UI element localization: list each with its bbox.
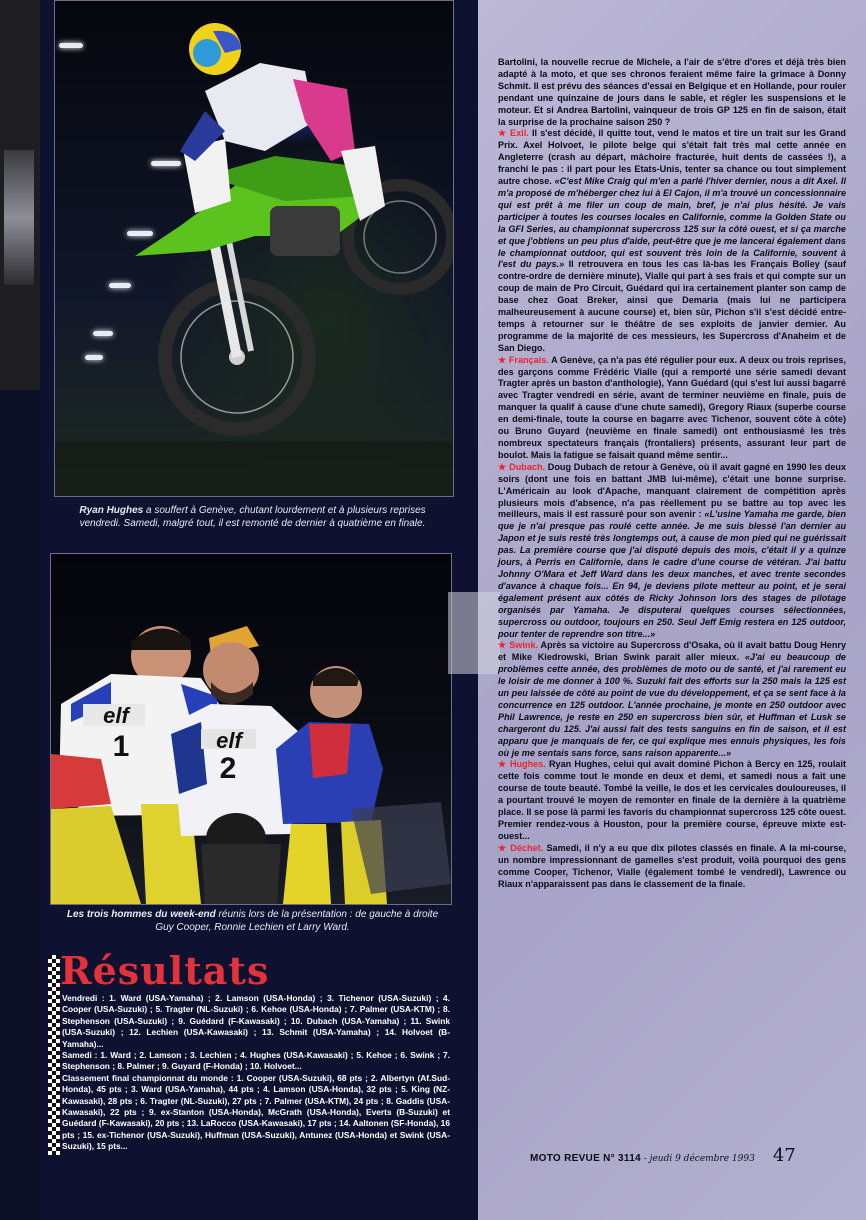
section-keyword: ★ Swink. [498, 640, 539, 651]
caption-subject: Les trois hommes du week-end [66, 909, 216, 920]
paragraph-text: Il s'est décidé, il quitte tout, vend le matos et tire un trait sur les Grand Prix. Axel Holvoet, le pilote belge qui s'était fait très mal cette année en Angleterre (crash au départ, mâchoire fracturée, huit dents de cassées !), a franchi le pas : il part pour les Etats-Unis, tenter sa chance ou tout simplement autre chose. [498, 128, 846, 187]
article-paragraph-hughes [498, 759, 846, 842]
elf-sponsor-logo: elf [103, 703, 129, 728]
paragraph-text: Après sa victoire au Supercross d'Osaka, où il avait battu Doug Henry et Mike Kiedrowski, Brian Swink parait aller mieux. [498, 640, 847, 663]
article-paragraph-swink [498, 640, 846, 759]
photo-three-riders [50, 553, 452, 905]
results-label: Classement final championnat du monde [62, 1072, 228, 1083]
section-keyword: ★ Dubach. [498, 461, 546, 472]
checkered-flag-strip [48, 955, 60, 1155]
magazine-name: MOTO REVUE N° 3114 [530, 1153, 641, 1164]
article-paragraph-dubach [498, 462, 846, 641]
section-keyword: ★ Français. [498, 354, 549, 365]
section-keyword: ★ Déchet. [498, 842, 544, 853]
binding-edge [0, 390, 40, 1220]
page-footer [530, 1146, 820, 1166]
caption-subject: Ryan Hughes [79, 505, 144, 516]
paragraph-text: Ryan Hughes, celui qui avait dominé Pichon à Bercy en 125, roulait cette fois comme tout le monde en deux et demi, et samedi nous a fait une course de toute beauté. Tombé la veille, le dos et les cervicales douloureuses, il a pourtant trouvé le moyen de remonter en finale de la dernière à la quatrième place. Il se pose là parmi les favoris du championnat supercross 125 côte ouest. Premier rendez-vous à Houston, pour la première course, épreuve mixte est-ouest... [498, 759, 846, 841]
article-paragraph-francais [498, 355, 846, 462]
paragraph-text: A Genève, ça n'a pas été régulier pour eux. A deux ou trois reprises, des garçons comme Frédéric Vialle (qui a remporté une série samedi devant Tragter après un baston d'anthologie), Yann Guédard (qui s'est lui aussi bagarré avec Tragter vendredi en série, avant de terminer neuvième en finale, puis de manquer la qualif à cause d'une chute samedi), Gregory Riaux (superbe course en demi-finale, toute la course en bagarre avec Tichenor, souvent côte à côte) ou Bruno Guyard (neuvième en finale samedi) ont enthousiasmé les très nombreux spectateurs français (frontaliers) présents, assurant leur part de boulot. Mais la fatigue se faisait quand même sentir... [498, 354, 846, 460]
results-classement [62, 1073, 450, 1153]
elf-sponsor-logo: elf [216, 728, 242, 753]
page-number: 47 [772, 1145, 796, 1166]
watermark-overlay [448, 592, 500, 674]
article-paragraph: Bartolini, la nouvelle recrue de Michele, a l'air de s'être d'ores et déjà très bien adapté à la moto, et que ses chronos feraient même faire la grimace à Donny Schmit. Il est prévu des séances d'essai en Belgique et en Hollande, pour rouler pendant une quinzaine de jours dans le sable, et régler les suspensions et le moteur. Et si Andrea Bartolini, vainqueur de trois GP 125 en fin de saison, était la surprise de la prochaine saison 250 ? [498, 57, 846, 127]
photo2-caption [60, 908, 445, 934]
quote-text: «J'ai eu beaucoup de problèmes cette année, des problèmes de moto ou de santé, et j'ai rarement eu le loisir de me donner à 100 %. Suzuki fait des efforts sur la 250 mais la 125 est un peu laissée de côté au point de vue du développement, et ça se sent face à la concurrence en 125 outdoor. L'année prochaine, je monte en 250 outdoor avec Phil Lawrence, je reste en 250 en supercross bien sûr, et Huffman et Lusk se chargeront du 125. J'ai aussi fait des tests sanguins en fin de saison, et il est apparu que je manquais de fer, ce qui explique mes ennuis physiques, les fois où je me sentais sans force, sans raison apparente...» [498, 652, 846, 758]
article-paragraph-dechet [498, 843, 846, 891]
previous-page-edge [0, 0, 40, 390]
results-body: : 1. Ward (USA-Yamaha) ; 2. Lamson (USA-Honda) ; 3. Tichenor (USA-Suzuki) ; 4. Cooper (USA-Suzuki) ; 5. Tragter (NL-Suzuki) ; 6. Kehoe (USA-Honda) ; 7. Palmer (USA-KTM) ; 8. Stephenson (USA-Suzuki) ; 9. Guédard (F-Kawasaki) ; 10. Dubach (USA-Yamaha) ; 11. Swink (USA-Suzuki) ; 12. Lechien (USA-Kawasaki) ; 13. Schmit (USA-Yamaha) ; 14. Holvoet (B-Yamaha)... [62, 993, 450, 1049]
results-body: : 1. Cooper (USA-Suzuki), 68 pts ; 2. Albertyn (Af.Sud-Honda), 45 pts ; 3. Ward (USA-Yamaha), 44 pts ; 4. Lamson (USA-Honda), 32 pts ; 5. King (NZ-Kawasaki), 28 pts ; 6. Tragter (NL-Suzuki), 27 pts ; 7. Palmer (USA-KTM), 24 pts ; 8. Gaddis (USA-Kawasaki), 22 pts ; 9. ex-Stanton (USA-Honda), McGrath (USA-Honda), Everts (B-Suzuki) et Guédard (F-Kawasaki), 20 pts ; 13. LaRocco (USA-Kawasaki), 17 pts ; 14. Aaltonen (SF-Honda), 16 pts ; 15. ex-Tichenor (USA-Suzuki), Huffman (USA-Suzuki), Antunez (USA-Honda) et Swink (USA-Suzuki), 15 pts... [62, 1072, 451, 1152]
results-samedi [62, 1050, 450, 1073]
bib-number-1: 1 [112, 730, 130, 763]
previous-page-photo-edge [4, 150, 34, 285]
paragraph-text: Doug Dubach de retour à Genève, où il avait gagné en 1990 les deux soirs (dont une fois en battant JMB lui-même), c'était une bonne surprise. L'Américain au look d'Apache, manquant clairement de compétition après plusieurs mois d'absence, n'a pas réellement pu se battre au top avec les meilleurs, mais il est rassuré pour son avenir : [498, 461, 846, 520]
paragraph-text: Samedi, il n'y a eu que dix pilotes classés en finale. A la mi-course, un nombre impressionnant de gamelles s'est produit, voilà pourquoi des gens comme Cooper, Tichenor, Vialle (également tombé le vendredi), Lawrence ou Riaux n'apparaissent pas dans le classement de la finale. [498, 842, 846, 889]
section-keyword: ★ Exil. [498, 128, 529, 139]
photo-ryan-hughes-jump [54, 0, 454, 497]
article-paragraph-exil [498, 128, 846, 354]
caption-text: a souffert à Genève, chutant lourdement et à plusieurs reprises vendredi. Samedi, malgré tout, il est remonté de dernier à quatrième en finale. [79, 505, 426, 529]
results-vendredi [62, 993, 450, 1050]
article-body [498, 57, 846, 890]
results-title: Résultats [60, 948, 270, 993]
quote-text: «C'est Mike Craig qui m'en a parlé l'hiver dernier, nous a dit Axel. Il m'a proposé de m'héberger chez lui à El Cajon, il m'a trouvé un concessionnaire qui est prêt à me filer un coup de main, bref, je n'ai plus hésité. Je vais participer à toutes les courses locales en Californie, comme la Golden State ou la GFI Series, au championnat supercross 125 sur la côté ouest, et si ça marche et que j'obtiens un peu plus d'aide, peut-être que je me lancerai également dans le championnat outdoor, qui est souvent très loin de la Californie, souvent à l'est du pays.» [498, 176, 846, 270]
section-keyword: ★ Hughes. [498, 759, 546, 770]
results-label: Vendredi [62, 993, 98, 1003]
results-list [62, 993, 450, 1153]
photo1-caption [60, 504, 445, 530]
issue-date: - jeudi 9 décembre 1993 [640, 1154, 755, 1164]
bib-number-2: 2 [219, 752, 237, 785]
paragraph-text: Il retrouvera en tous les cas là-bas les Français Bolley (sauf contre-ordre de dernière minute), Vialle qui part à ses frais et qui compte sur un coup de main de Pro Circuit, Guédard qui ira certainement planter son camp de base chez Goat Breker, ainsi que Demaria (mais lui ne participera malheureusement à aucune course) et, bien sûr, Pichon s'il s'est décidé entre-temps à retourner sur le théâtre de ses exploits de janvier dernier. Au programme de la majorité de ces messieurs, les Supercross d'Anaheim et de San Diego. [498, 259, 846, 353]
caption-text: réunis lors de la présentation : de gauche à droite Guy Cooper, Ronnie Lechien et Larry Ward. [155, 909, 439, 933]
rider-illustration [55, 1, 453, 496]
quote-text: «L'usine Yamaha me garde, bien que je n'ai presque pas roulé cette année. Je me suis blessé l'an dernier au Japon et je suis resté très longtemps out, à cause de mon pied qui ne guérissait pas. La première course que j'ai disputé depuis des mois, c'était il y a quinze jours, à Perris en Californie, dans le cadre d'une course de vétéran. J'ai battu Johnny O'Mara et Jeff Ward dans les deux manches, et avec trente secondes d'avance à chaque fois... En 94, je deviens pilote metteur au point, et je serai également présent aux côtés de Ricky Johnson lors des stages de pilotage organisés par Yamaha. Je disputerai quelques courses sélectionnées, supercross ou outdoor, toujours en 250. Seul Jeff Emig restera en 125 outdoor, pour tenter de reprendre son titre...» [498, 509, 846, 639]
results-label: Samedi [62, 1050, 92, 1061]
results-body: : 1. Ward ; 2. Lamson ; 3. Lechien ; 4. Hughes (USA-Kawasaki) ; 5. Kehoe ; 6. Swink ; 7. Stephenson ; 8. Palmer ; 9. Guyard (F-Honda) ; 10. Holvoet... [62, 1050, 450, 1072]
